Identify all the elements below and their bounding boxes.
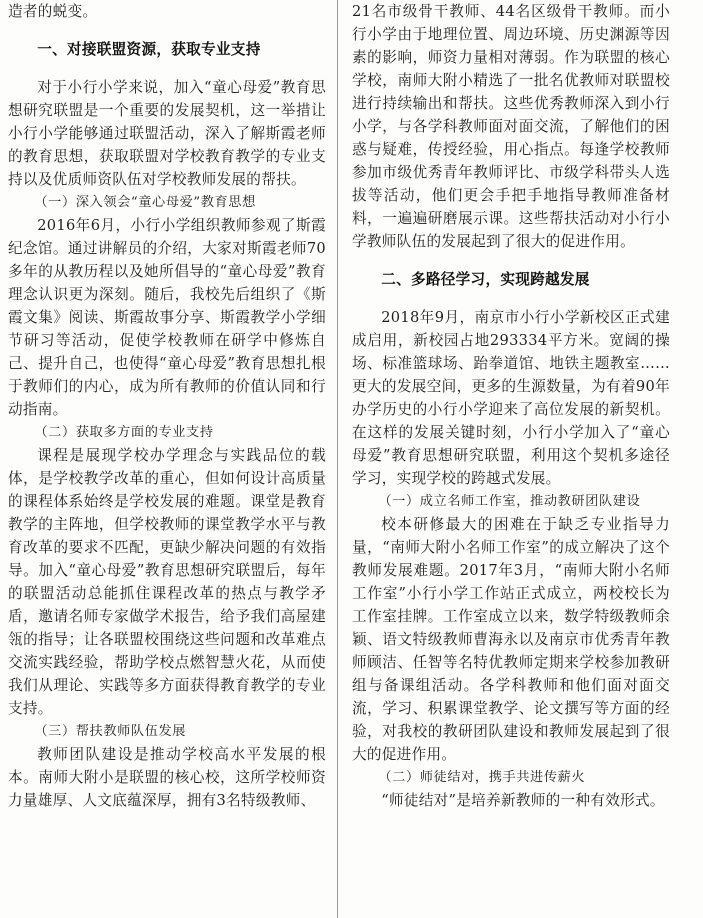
subsection-heading: （二）师徒结对，携手共进传薪火: [378, 770, 586, 785]
right-column: [352, 0, 670, 918]
subsection-heading: （一）深入领会“童心母爱”教育思想: [34, 195, 256, 210]
body-paragraph: 2018年9月，南京市小行小学新校区正式建成启用，新校园占地293334平方米。宽阔的操场、标准篮球场、跆拳道馆、地铁主题教室……更大的发展空间，更多的生源数量，为有着90年办学历史的小行小学迎来了高位发展的新契机。在这样的发展关键时刻，小行小学加入了“童心母爱”教育思想研究联盟，利用这个契机多途径学习，实现学校的跨越式发展。: [352, 309, 670, 487]
body-paragraph: 课程是展现学校办学理念与实践品位的载体，是学校教学改革的重心，但如何设计高质量的课程体系始终是学校发展的难题。课堂是教育教学的主阵地，但学校教师的课堂教学水平与教育改革的要求不匹配，更缺少解决问题的有效指导。加入“童心母爱”教育思想研究联盟后，每年的联盟活动总能抓住课程改革的热点与教学矛盾，邀请名师专家做学术报告，给予我们高屋建瓴的指导；让各联盟校围绕这些问题和改革难点交流实践经验，帮助学校点燃智慧火花，从而使我们从理论、实践等多方面获得教育教学的专业支持。: [8, 447, 326, 717]
body-paragraph: 校本研修最大的困难在于缺乏专业指导力量，“南师大附小名师工作室”的成立解决了这个教师发展难题。2017年3月，“南师大附小名师工作室”小行小学工作站正式成立，两校校长为工作室挂牌。工作室成立以来，数学特级教师余颖、语文特级教师曹海永以及南京市优秀青年教师顾洁、任智等名特优教师定期来学校参加教研组与备课组活动。各学科教师和他们面对面交流，学习、积累课堂教学、论文撰写等方面的经验，对我校的教研团队建设和教师发展起到了很大的促进作用。: [352, 516, 670, 763]
subsection-heading: （一）成立名师工作室，推动教研团队建设: [378, 494, 641, 509]
body-paragraph: 对于小行小学来说，加入“童心母爱”教育思想研究联盟是一个重要的发展契机，这一举措让小行小学能够通过联盟活动，深入了解斯霞老师的教育思想，获取联盟对学校教育教学的专业支持以及优质师资队伍对学校教师发展的帮扶。: [8, 79, 326, 188]
left-column: [8, 0, 326, 918]
body-paragraph: 造者的蜕变。: [8, 3, 98, 20]
body-paragraph: 21名市级骨干教师、44名区级骨干教师。而小行小学由于地理位置、周边环境、历史渊源等因素的影响，师资力量相对薄弱。作为联盟的核心学校，南师大附小精选了一批名优教师对联盟校进行持续输出和帮扶。这些优秀教师深入到小行小学，与各学科教师面对面交流，了解他们的困惑与疑难，传授经验，用心指点。每逢学校教师参加市级优秀青年教师评比、市级学科带头人选拔等活动，他们更会手把手地指导教师准备材料，一遍遍研磨展示课。这些帮扶活动对小行小学教师队伍的发展起到了很大的促进作用。: [352, 3, 670, 250]
column-divider: [337, 0, 338, 918]
body-paragraph: 2016年6月，小行小学组织教师参观了斯霞纪念馆。通过讲解员的介绍，大家对斯霞老师70多年的从教历程以及她所倡导的“童心母爱”教育理念认识更为深刻。随后，我校先后组织了《斯霞文集》阅读、斯霞故事分享、斯霞教学小学细节研习等活动，促使学校教师在研学中修炼自己、提升自己，也使得“童心母爱”教育思想扎根于教师们的内心，成为所有教师的价值认同和行动指南。: [8, 217, 326, 418]
subsection-heading: （三）帮扶教师队伍发展: [34, 724, 187, 739]
body-paragraph: 教师团队建设是推动学校高水平发展的根本。南师大附小是联盟的核心校，这所学校师资力量雄厚、人文底蕴深厚，拥有3名特级教师、: [8, 746, 326, 809]
section-heading: 一、对接联盟资源，获取专业支持: [37, 41, 261, 58]
body-paragraph: “师徒结对”是培养新教师的一种有效形式。: [381, 792, 665, 809]
subsection-heading: （二）获取多方面的专业支持: [34, 425, 214, 440]
section-heading: 二、多路径学习，实现跨越发展: [381, 271, 590, 288]
